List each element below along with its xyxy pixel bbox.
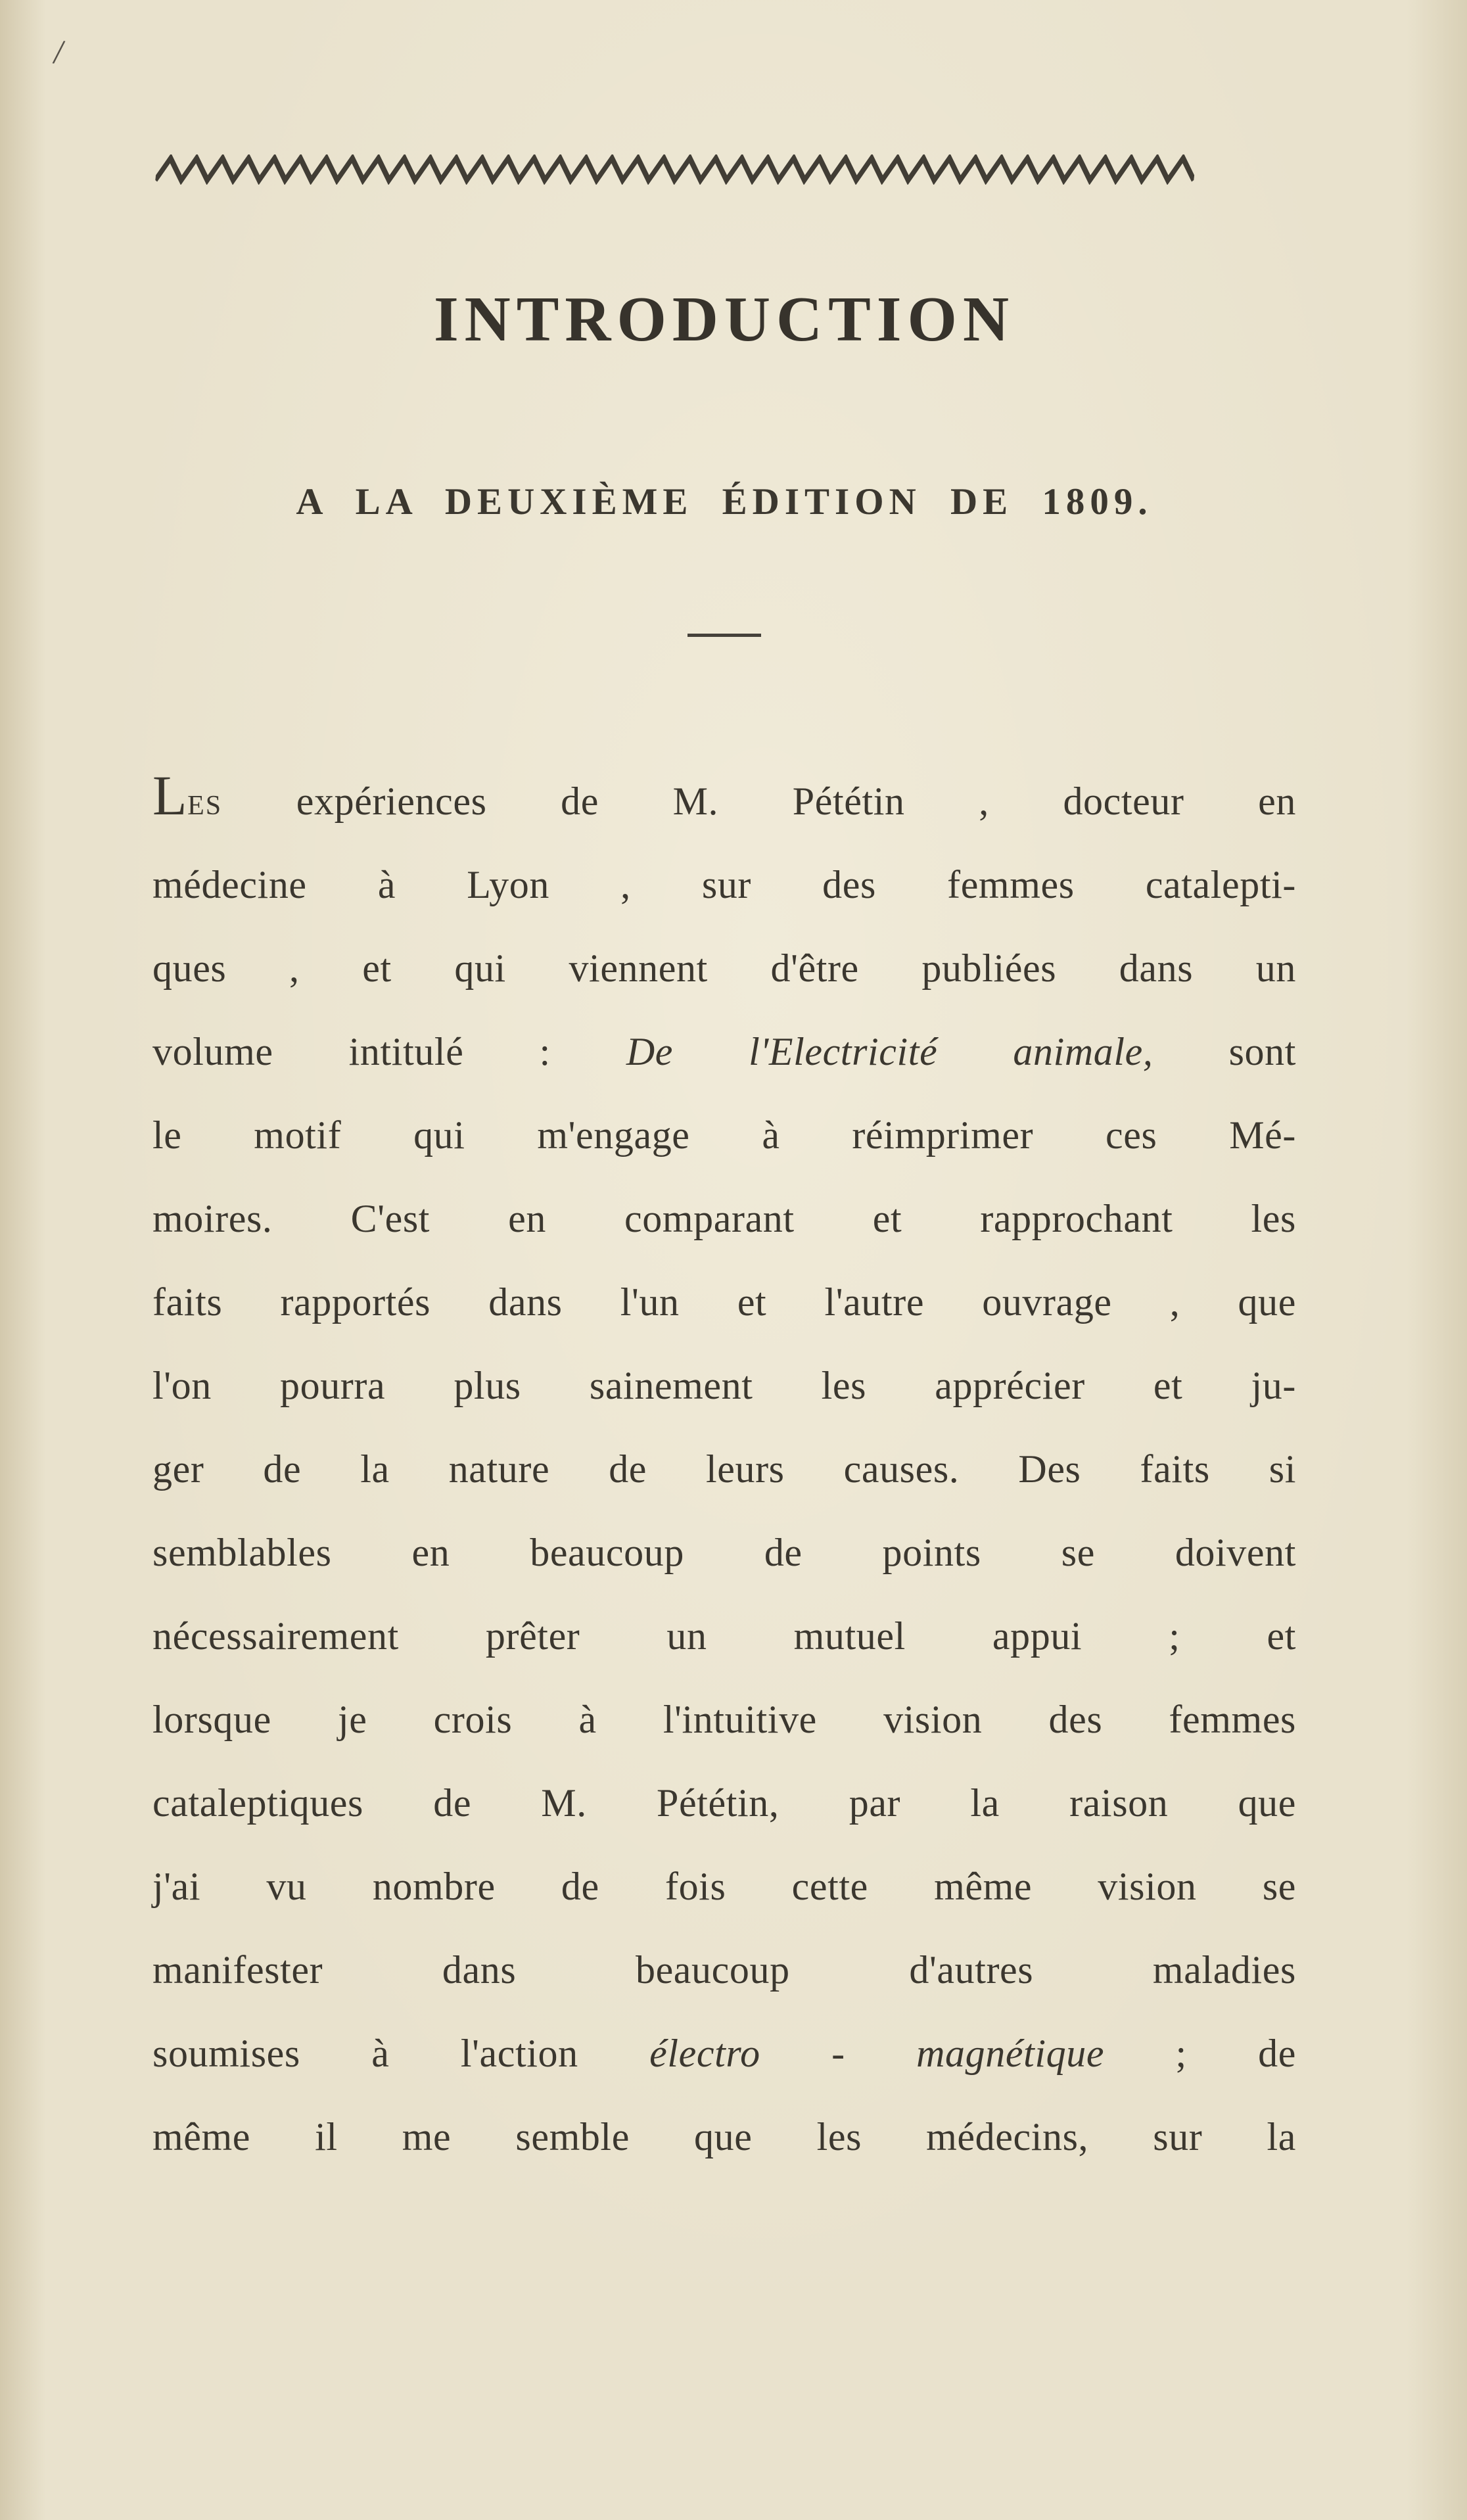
italic-text: De l'Electricité animale, [626, 1030, 1153, 1073]
line-text: ger de la nature de leurs causes. Des faits si [152, 1447, 1296, 1491]
text-line [152, 1508, 1296, 1591]
line-text: expériences de M. Pététin , docteur en [222, 780, 1296, 823]
text-line [152, 1675, 1296, 1758]
page-subtitle: A LA DEUXIÈME ÉDITION DE 1809. [296, 481, 1153, 523]
line-text: l'on pourra plus sainement les apprécier et ju- [152, 1364, 1296, 1407]
line-text-after: ; de [1104, 2032, 1296, 2075]
line-text: lorsque je crois à l'intuitive vision des femmes [152, 1698, 1296, 1741]
text-line [152, 2009, 1296, 2092]
section-divider [687, 634, 761, 637]
text-line [152, 1758, 1296, 1842]
text-line [152, 2092, 1296, 2176]
text-line [152, 1174, 1296, 1257]
line-text: j'ai vu nombre de fois cette même vision se [152, 1865, 1296, 1908]
text-line [152, 1591, 1296, 1675]
text-line [152, 1341, 1296, 1424]
text-line [152, 1842, 1296, 1925]
text-line [152, 1090, 1296, 1174]
text-line [152, 1007, 1296, 1090]
page-title: INTRODUCTION [433, 284, 1015, 354]
line-text: faits rapportés dans l'un et l'autre ouvrage , que [152, 1280, 1296, 1324]
line-text-after: sont [1153, 1030, 1296, 1073]
line-text: soumises à l'action [152, 2032, 650, 2075]
stray-ink-mark: / [51, 32, 67, 72]
zigzag-line [155, 158, 1196, 180]
text-line [152, 923, 1296, 1007]
line-text: manifester dans beaucoup d'autres maladies [152, 1948, 1296, 1992]
drop-initial: L [152, 764, 188, 827]
smallcaps-text: es [187, 780, 223, 823]
text-line [152, 840, 1296, 923]
line-text: ques , et qui viennent d'être publiées dans un [152, 946, 1296, 990]
line-text: nécessairement prêter un mutuel appui ; et [152, 1614, 1296, 1658]
text-line [152, 1424, 1296, 1508]
body-text [152, 757, 1296, 2176]
text-line [152, 757, 1296, 840]
line-text: moires. C'est en comparant et rapprochant les [152, 1197, 1296, 1240]
line-text: même il me semble que les médecins, sur la [152, 2115, 1296, 2158]
line-text: volume intitulé : [152, 1030, 626, 1073]
line-text: médecine à Lyon , sur des femmes catalepti- [152, 863, 1296, 906]
text-line [152, 1257, 1296, 1341]
text-line [152, 1925, 1296, 2009]
italic-text: électro - magnétique [649, 2032, 1105, 2075]
line-text: cataleptiques de M. Pététin, par la raison que [152, 1781, 1296, 1825]
line-text: semblables en beaucoup de points se doivent [152, 1531, 1296, 1574]
line-text: le motif qui m'engage à réimprimer ces Mé- [152, 1113, 1296, 1157]
zigzag-ornament [155, 154, 1197, 185]
